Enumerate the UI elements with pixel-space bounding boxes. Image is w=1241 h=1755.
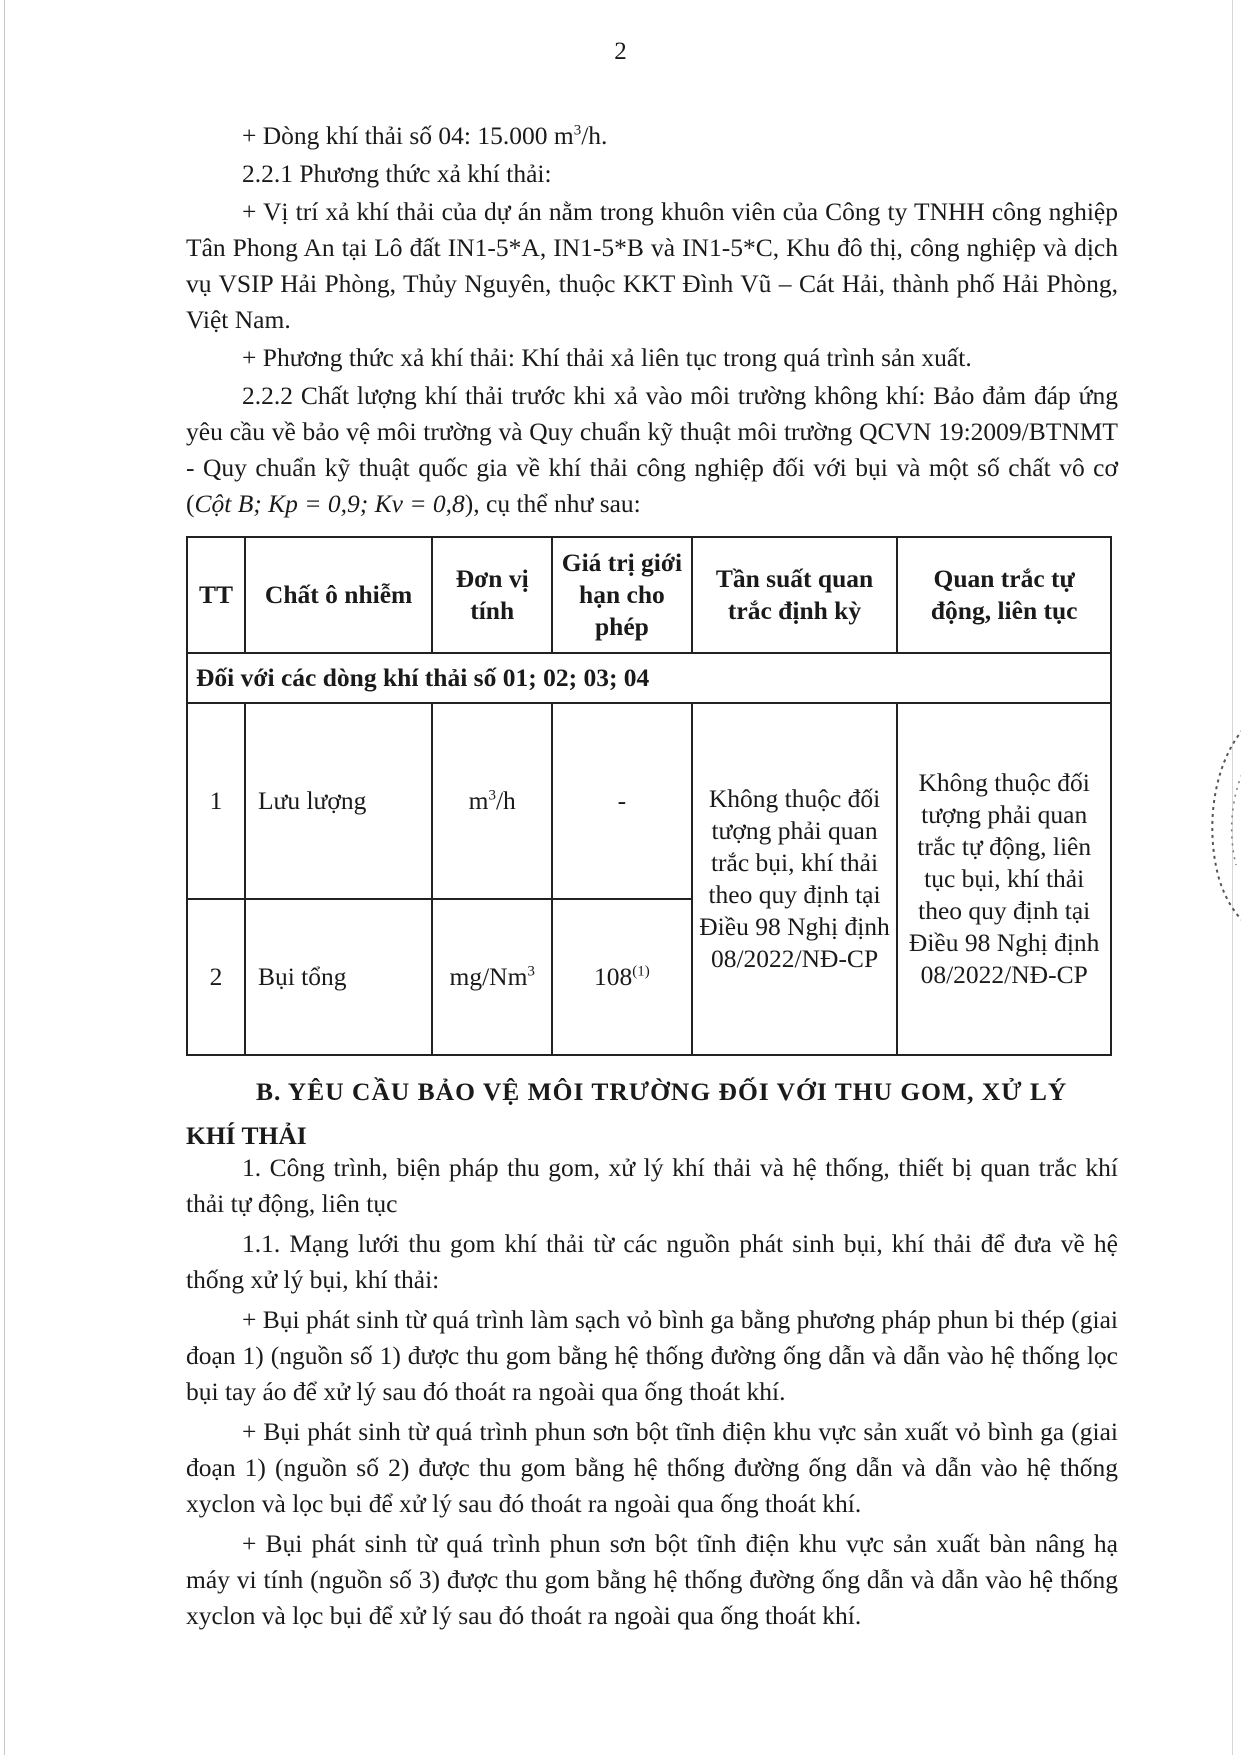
cell-limit: 108$^{(1)}$ [552, 899, 692, 1055]
emission-limits-table [186, 536, 1112, 1056]
section-b-title-line2: KHÍ THẢI [186, 1121, 307, 1150]
table-header-row [187, 537, 1111, 653]
paragraph-location: + Vị trí xả khí thải của dự án nằm trong khuôn viên của Công ty TNHH công nghiệp Tân Phong An tại Lô đất IN1-5*A, IN1-5*B và IN1-5*C, Khu đô thị, công nghiệp và dịch vụ VSIP Hải Phòng, Thủy Nguyên, thuộc KKT Đình Vũ – Cát Hải, thành phố Hải Phòng, Việt Nam. [186, 197, 1118, 334]
cell-limit: - [552, 703, 692, 899]
paragraph-2-2-2: 2.2.2 Chất lượng khí thải trước khi xả vào môi trường không khí: Bảo đảm đáp ứng yêu cầu về bảo vệ môi trường và Quy chuẩn kỹ thuật môi trường QCVN 19:2009/BTNMT - Quy chuẩn kỹ thuật quốc gia về khí thải công nghiệp đối với bụi và một số chất vô cơ (Cột B; Kp = 0,9; Kv = 0,8), cụ thể như sau: [186, 381, 1118, 518]
paragraph-source-3: + Bụi phát sinh từ quá trình phun sơn bột tĩnh điện khu vực sản xuất bàn nâng hạ máy vi tính (nguồn số 3) được thu gom bằng hệ thống đường ống dẫn và dẫn vào hệ thống xyclon và lọc bụi để xử lý sau đó thoát ra ngoài qua ống thoát khí. [186, 1529, 1118, 1630]
paragraph-source-2: + Bụi phát sinh từ quá trình phun sơn bột tĩnh điện khu vực sản xuất vỏ bình ga (giai đoạn 1) (nguồn số 2) được thu gom bằng hệ thống đường ống dẫn và dẫn vào hệ thống xyclon và lọc bụi để xử lý sau đó thoát ra ngoài qua ống thoát khí. [186, 1417, 1118, 1518]
body-text-bottom [186, 1150, 1118, 1638]
cell-tt: 2 [187, 899, 245, 1055]
section-b-title-line1: B. YÊU CẦU BẢO VỆ MÔI TRƯỜNG ĐỐI VỚI THU GOM, XỬ LÝ [256, 1077, 1068, 1106]
header-unit: Đơn vị tính [432, 537, 552, 653]
paragraph-method: + Phương thức xả khí thải: Khí thải xả liên tục trong quá trình sản xuất. [242, 343, 972, 372]
page-number: 2 [614, 38, 627, 65]
header-auto: Quan trắc tự động, liên tục [897, 537, 1111, 653]
cell-unit: $m^3/h$ [432, 703, 552, 899]
cell-pollutant: Lưu lượng [245, 703, 432, 899]
seal-stamp-fragment [1198, 705, 1241, 935]
section-b-heading [186, 1070, 1118, 1158]
paragraph-item-1: 1. Công trình, biện pháp thu gom, xử lý khí thải và hệ thống, thiết bị quan trắc khí thải tự động, liên tục [186, 1153, 1118, 1218]
paragraph-item-1-1: 1.1. Mạng lưới thu gom khí thải từ các nguồn phát sinh bụi, khí thải để đưa về hệ thống xử lý bụi, khí thải: [186, 1229, 1118, 1294]
scan-edge-left [4, 0, 5, 1755]
body-text-top [186, 118, 1118, 524]
paragraph-source-1: + Bụi phát sinh từ quá trình làm sạch vỏ bình ga bằng phương pháp phun bi thép (giai đoạn 1) (nguồn số 1) được thu gom bằng hệ thống đường ống dẫn và dẫn vào hệ thống lọc bụi tay áo để xử lý sau đó thoát ra ngoài qua ống thoát khí. [186, 1305, 1118, 1406]
cell-auto-note: Không thuộc đối tượng phải quan trắc tự động, liên tục bụi, khí thải theo quy định tại Điều 98 Nghị định 08/2022/NĐ-CP [897, 703, 1111, 1055]
cell-periodic-note: Không thuộc đối tượng phải quan trắc bụi, khí thải theo quy định tại Điều 98 Nghị định 08/2022/NĐ-CP [692, 703, 898, 1055]
cell-tt: 1 [187, 703, 245, 899]
cell-unit: mg/Nm$^3$ [432, 899, 552, 1055]
cell-pollutant: Bụi tổng [245, 899, 432, 1055]
header-pollutant: Chất ô nhiễm [245, 537, 432, 653]
group-label: Đối với các dòng khí thải số 01; 02; 03; 04 [187, 653, 1111, 703]
header-limit: Giá trị giới hạn cho phép [552, 537, 692, 653]
table-group-row [187, 653, 1111, 703]
header-tt: TT [187, 537, 245, 653]
table-row [187, 703, 1111, 899]
header-periodic: Tần suất quan trắc định kỳ [692, 537, 898, 653]
paragraph-flow-04: + Dòng khí thải số 04: 15.000 $m^3/h$. [242, 121, 608, 150]
paragraph-2-2-1: 2.2.1 Phương thức xả khí thải: [242, 159, 552, 188]
